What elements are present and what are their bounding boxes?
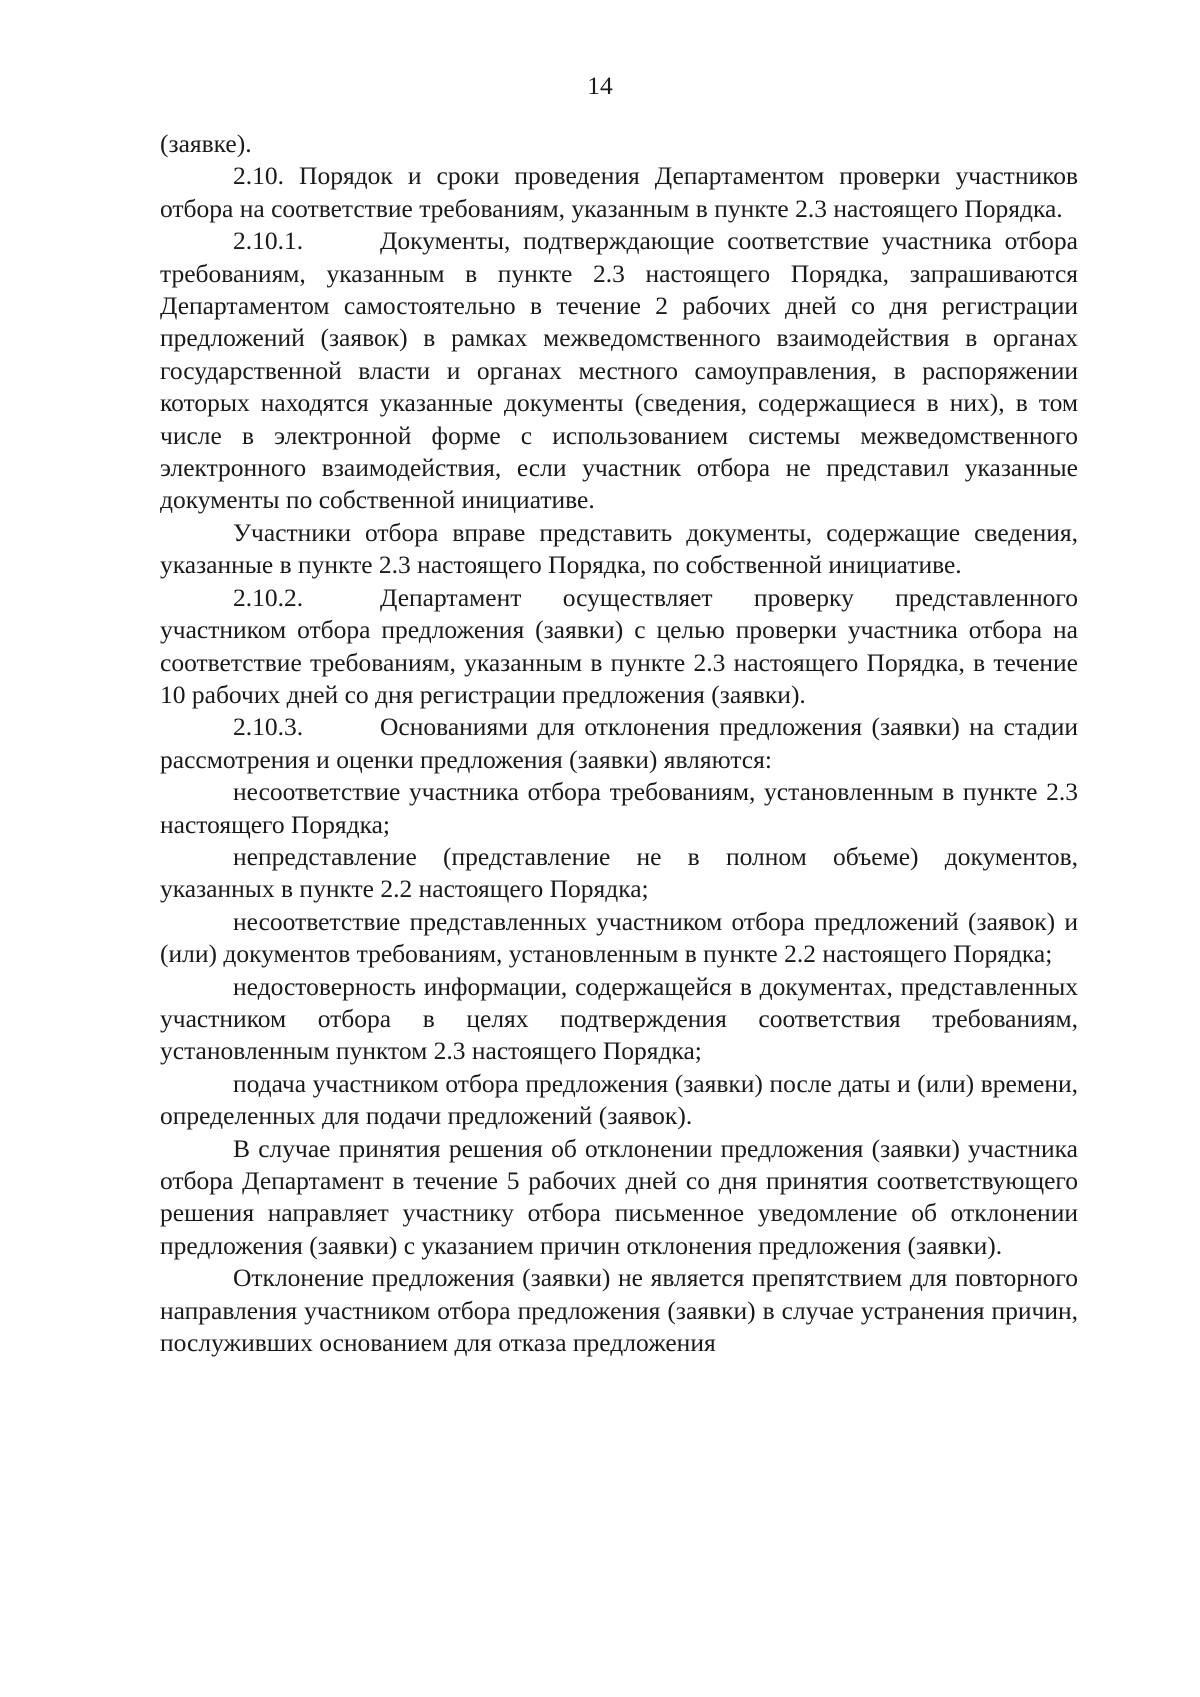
clause-number: 2.10.1. [233,226,304,256]
paragraph-participants-right: Участники отбора вправе представить документы, содержащие сведения, указанные в пункте 2.3 настоящего Порядка, по собственной инициативе. [160,517,1078,580]
paragraph-ground-3: несоответствие представленных участником отбора предложений (заявок) и (или) документов требованиям, установленным в пункте 2.2 настоящего Порядка; [160,906,1078,969]
paragraph-ground-2: непредставление (представление не в полном объеме) документов, указанных в пункте 2.2 настоящего Порядка; [160,841,1078,904]
page-number: 14 [587,71,613,100]
clause-text: Основаниями для отклонения предложения (заявки) на стадии рассмотрения и оценки предложения (заявки) являются: [160,712,1078,774]
paragraph-ground-4: недостоверность информации, содержащейся в документах, представленных участником отбора в целях подтверждения соответствия требованиям, установленным пунктом 2.3 настоящего Порядка; [160,971,1078,1066]
clause-text: Документы, подтверждающие соответствие участника отбора требованиям, указанным в пункте 2.3 настоящего Порядка, запрашиваются Департаментом самостоятельно в течение 2 рабочих дней со дня регистрации предложений (заявок) в рамках межведомственного взаимодействия в органах государственной власти и органах местного самоуправления, в распоряжении которых находятся указанные документы (сведения, содержащиеся в них), в том числе в электронной форме с использованием системы межведомственного электронного взаимодействия, если участник отбора не представил указанные документы по собственной инициативе. [160,226,1078,515]
paragraph-clause-2-10-2 [160,582,1078,712]
paragraph-resubmission: Отклонение предложения (заявки) не является препятствием для повторного направления участником отбора предложения (заявки) в случае устранения причин, послуживших основанием для отказа предложения [160,1263,1078,1358]
clause-text: Департамент осуществляет проверку представленного участником отбора предложения (заявки) с целью проверки участника отбора на соответствие требованиям, указанным в пункте 2.3 настоящего Порядка, в течение 10 рабочих дней со дня регистрации предложения (заявки). [160,582,1078,709]
paragraph-rejection-notice: В случае принятия решения об отклонении предложения (заявки) участника отбора Департамент в течение 5 рабочих дней со дня принятия соответствующего решения направляет участнику отбора письменное уведомление об отклонении предложения (заявки) с указанием причин отклонения предложения (заявки). [160,1133,1078,1260]
paragraph-ground-5: подача участником отбора предложения (заявки) после даты и (или) времени, определенных для подачи предложений (заявок). [160,1068,1078,1131]
paragraph-ground-1: несоответствие участника отбора требованиям, установленным в пункте 2.3 настоящего Порядка; [160,777,1078,839]
paragraph-clause-2-10-3 [160,711,1078,776]
paragraph-continuation: (заявке). [160,129,252,158]
document-body [160,128,1078,1359]
clause-number: 2.10.3. [233,712,304,742]
clause-number: 2.10.2. [233,582,304,612]
paragraph-clause-2-10-1 [160,225,1078,517]
paragraph-clause-2-10: 2.10. Порядок и сроки проведения Департаментом проверки участников отбора на соответствие требованиям, указанным в пункте 2.3 настоящего Порядка. [160,161,1078,223]
